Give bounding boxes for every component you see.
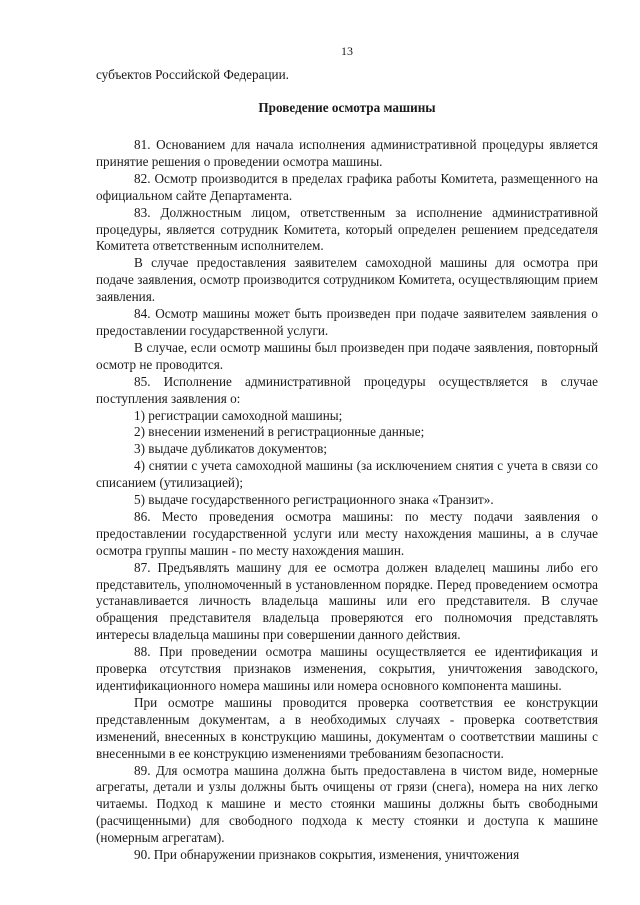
paragraph-90: 90. При обнаружении признаков сокрытия, изменения, уничтожения: [134, 847, 520, 863]
section-title: Проведение осмотра машины: [258, 100, 436, 115]
list-item-5: 5) выдаче государственного регистрационного знака «Транзит».: [134, 492, 494, 508]
paragraph-89: 89. Для осмотра машина должна быть предоставлена в чистом виде, номерные агрегаты, детали и узлы должны быть очищены от грязи (снега), номера на них легко читаемы. Подход к машине и место стоянки машины должны быть свободными (расчищенными) для свободного подхода к месту стоянки и доступа к машине (номерным агрегатам).: [96, 762, 598, 846]
paragraph-84-case: В случае, если осмотр машины был произведен при подаче заявления, повторный осмотр не проводится.: [96, 339, 598, 372]
list-item-2: 2) внесении изменений в регистрационные данные;: [134, 424, 425, 440]
paragraph-81: 81. Основанием для начала исполнения административной процедуры является принятие решения о проведении осмотра машины.: [96, 137, 598, 169]
paragraph-86: 86. Место проведения осмотра машины: по месту подачи заявления о предоставлении государственной услуги или месту нахождения машины, а в случае осмотра группы машин - по месту нахождения машин.: [96, 508, 598, 558]
paragraph-83-case: В случае предоставления заявителем самоходной машины для осмотра при подаче заявления, осмотр производится сотрудником Комитета, осуществляющим прием заявления.: [96, 255, 598, 305]
document-body: [96, 137, 598, 864]
paragraph-87: 87. Предъявлять машину для ее осмотра должен владелец машины либо его представитель, уполномоченный в установленном порядке. Перед проведением осмотра устанавливается личность владельца машины или его представителя. В случае обращения представителя владельца проверяются его полномочия представлять интересы владельца машины при совершении данного действия.: [96, 559, 598, 643]
list-item-3: 3) выдаче дубликатов документов;: [134, 441, 328, 457]
paragraph-85: 85. Исполнение административной процедуры осуществляется в случае поступления заявления о:: [96, 373, 598, 406]
paragraph-83: 83. Должностным лицом, ответственным за исполнение административной процедуры, является сотрудник Комитета, который определен решением председателя Комитета ответственным исполнителем.: [96, 204, 598, 254]
page-number: 13: [341, 44, 353, 58]
paragraph-88-inspection: При осмотре машины проводится проверка соответствия ее конструкции представленным документам, а в необходимых случаях - проверка соответствия изменений, внесенных в конструкцию машины, документам о соответствии машины с внесенными в ее конструкцию изменениями требованиям безопасности.: [96, 694, 598, 761]
paragraph-84: 84. Осмотр машины может быть произведен при подаче заявителем заявления о предоставлении государственной услуги.: [96, 306, 598, 338]
list-item-4: 4) снятии с учета самоходной машины (за исключением снятия с учета в связи со списанием (утилизацией);: [96, 458, 598, 491]
paragraph-82: 82. Осмотр производится в пределах графика работы Комитета, размещенного на официальном сайте Департамента.: [96, 170, 598, 203]
paragraph-88: 88. При проведении осмотра машины осуществляется ее идентификация и проверка отсутствия признаков изменения, сокрытия, уничтожения заводского, идентификационного номера машины или номера основного компонента машины.: [96, 644, 598, 693]
lead-text: субъектов Российской Федерации.: [96, 67, 289, 82]
document-page: [96, 0, 598, 905]
list-item-1: 1) регистрации самоходной машины;: [134, 407, 343, 423]
